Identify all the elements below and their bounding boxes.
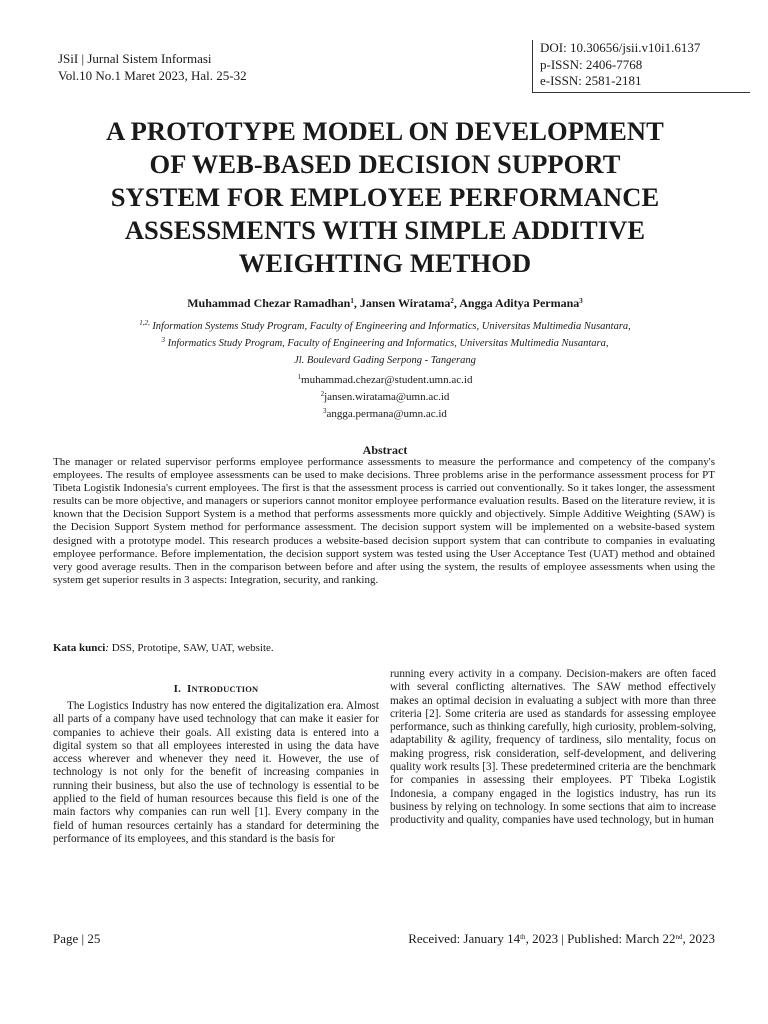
p-issn: p-ISSN: 2406-7768: [540, 56, 643, 72]
keywords-text: DSS, Prototipe, SAW, UAT, website.: [108, 642, 274, 654]
title-line: SYSTEM FOR EMPLOYEE PERFORMANCE: [110, 182, 660, 212]
email-line: [40, 389, 730, 406]
abstract-heading: Abstract: [362, 443, 408, 457]
author-name: Jansen Wiratama: [359, 296, 451, 310]
affiliation-line: [40, 335, 730, 352]
affiliation-superscript: 1,2,: [139, 319, 150, 327]
date-superscript: nd: [675, 933, 683, 941]
author-separator: ,: [453, 296, 460, 310]
author-superscript: 3: [579, 297, 583, 305]
title-line: ASSESSMENTS WITH SIMPLE ADDITIVE: [124, 215, 646, 245]
doi[interactable]: DOI: 10.30656/jsii.v10i1.6137: [540, 40, 701, 55]
e-issn: e-ISSN: 2581-2181: [540, 73, 642, 88]
keywords-label: Kata kunci: [53, 642, 106, 654]
body-paragraph: running every activity in a company. Decision-makers are often faced with several conflicting alternatives. The SAW method effectively makes an optimal decision in evaluating a subject with more than three criteria [2]. Some criteria are used as standards for assessing employee performance, such as thinking carefully, high curiosity, problem-solving, adaptability & agility, frequency of tardiness, silo mentality, focus on making progress, risk consideration, self-development, and delivering quality work results [3]. These predetermined criteria are the benchmark for companies in assessing their employees. PT Tibeka Logistik Indonesia, a company engaged in the logistics industry, has run its business by relying on technology. In some sections that aim to increase productivity and quality, companies have used technology, but in human: [390, 668, 716, 827]
email-link[interactable]: angga.permana@umn.ac.id: [326, 408, 447, 420]
journal-name: JSiI | Jurnal Sistem Informasi: [58, 51, 212, 66]
author-superscript: 1: [350, 297, 354, 305]
affiliation-line: [40, 318, 730, 335]
email-link[interactable]: muhammad.chezar@student.umn.ac.id: [301, 374, 473, 386]
body-paragraph: The Logistics Industry has now entered the digitalization era. Almost all parts of a company have used technology that can make it easier for companies to achieve their goals. All existing data is entered into a digital system so that all employees interested in using the data have access wherever and whenever they need it. However, the use of technology is not only for the benefit of increasing companies in running their business, but also the use of technology is essential to be applied to the field of human resources because this field is one of the main factors why companies can run well [1]. Every company in the field of human resources certainly has a standard for determining the performance of its employees, and this standard is the basis for: [53, 700, 379, 845]
email-line: [40, 372, 730, 389]
email-superscript: 2: [320, 390, 325, 398]
keywords-colon: :: [105, 642, 109, 654]
received-date: Received: January 14: [408, 931, 521, 946]
affiliation-text: Informatics Study Program, Faculty of Engineering and Informatics, Universitas Multimedia Nusantara,: [167, 338, 609, 349]
date-superscript: th: [520, 933, 526, 941]
affiliation-superscript: 3: [161, 336, 165, 344]
left-column: [53, 700, 379, 846]
author-name: Muhammad Chezar Ramadhan: [187, 296, 351, 310]
abstract-text: The manager or related supervisor performs employee performance assessments to measure the performance and competency of the company's employees. The results of employee assessments can be used to make decisions. Three problems arise in the performance assessment process for PT Tibeta Logistik Indonesia's current employees. The first is that the assessment process is carried out conventionally. So it takes longer, the assessment results can be more objective, and managers or superiors cannot monitor employee performance evaluation results. Based on the literature review, it is known that the Decision Support System is a method that performs assessments more quickly and objectively. Simple Additive Weighting (SAW) is the Decision Support System method for performance assessment. The decision support system will be implemented on a website-based system designed with a prototype model. This research produces a website-based decision support system that can contribute to companies in evaluating employee performance. Before implementation, the decision support system was tested using the User Acceptance Test (UAT) method and obtained very good average results. Then in the comparison between before and after using the system, the results of employee assessments when using the system get superior results in 3 aspects: Integration, security, and ranking.: [53, 456, 715, 586]
email-line: [40, 406, 730, 423]
published-year: , 2023: [682, 931, 715, 946]
section-heading-rest: NTRODUCTION: [191, 684, 259, 694]
journal-info: [58, 50, 247, 84]
section-heading-introduction: [53, 683, 379, 696]
section-numeral: I.: [173, 683, 182, 695]
publication-dates: [408, 931, 715, 947]
email-superscript: 3: [323, 407, 327, 415]
affiliation-address: Jl. Boulevard Gading Serpong - Tangerang: [294, 355, 476, 366]
author-list: [40, 295, 730, 311]
title-line: OF WEB-BASED DECISION SUPPORT: [149, 149, 621, 179]
author-name: Angga Aditya Permana: [459, 296, 580, 310]
email-link[interactable]: jansen.wiratama@umn.ac.id: [324, 391, 450, 403]
author-emails: [40, 372, 730, 423]
journal-header: [58, 40, 738, 96]
right-column: [390, 668, 716, 828]
published-date: , 2023 | Published: March 22: [525, 931, 676, 946]
affiliations: [40, 318, 730, 369]
section-heading-initial: I: [186, 683, 192, 695]
email-superscript: 1: [297, 373, 302, 381]
paper-title: [40, 115, 730, 280]
title-line: WEIGHTING METHOD: [238, 248, 532, 278]
page-number: Page | 25: [53, 931, 101, 946]
affiliation-text: Information Systems Study Program, Faculty of Engineering and Informatics, Universitas Multimedia Nusantara,: [152, 321, 631, 332]
identifier-box: [532, 40, 750, 93]
volume-info: Vol.10 No.1 Maret 2023, Hal. 25-32: [58, 68, 247, 83]
keywords: [53, 641, 715, 655]
author-separator: ,: [353, 296, 360, 310]
author-superscript: 2: [450, 297, 454, 305]
title-line: A PROTOTYPE MODEL ON DEVELOPMENT: [106, 116, 664, 146]
